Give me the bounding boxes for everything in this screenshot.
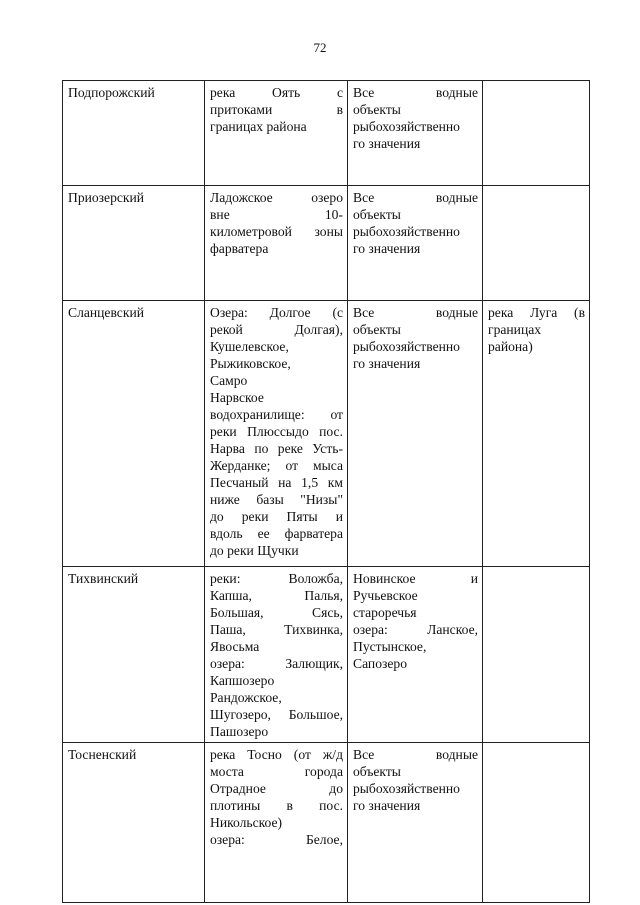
cell-line: Большая, Сясь, (210, 605, 343, 620)
cell-line: объекты (353, 207, 401, 222)
cell-line: до реки Щучки (210, 543, 299, 558)
additional-objects-cell (483, 81, 590, 186)
additional-objects-cell (483, 301, 590, 567)
cell-line: реки: Воложба, (210, 571, 343, 586)
cell-line: Сапозеро (353, 656, 407, 671)
water-bodies-cell (205, 743, 348, 903)
table-row (63, 743, 590, 903)
fishery-objects-cell (348, 743, 483, 903)
table-row (63, 567, 590, 743)
district-cell: Сланцевский (63, 301, 205, 567)
cell-line: Ручьевское (353, 588, 418, 603)
table-row (63, 186, 590, 301)
cell-line: Капшозеро (210, 673, 275, 688)
cell-line: Явосьма (210, 639, 260, 654)
water-bodies-cell (205, 186, 348, 301)
cell-line: водохранилище: от (210, 407, 343, 422)
table-row (63, 81, 590, 186)
cell-line: староречья (353, 605, 417, 620)
cell-line: го значения (353, 356, 421, 371)
cell-line: Самро (210, 373, 248, 388)
page-number: 72 (313, 40, 327, 55)
cell-line: Шугозеро, Большое, (210, 707, 343, 722)
cell-line: Озера: Долгое (с (210, 305, 343, 320)
cell-line: Никольское) (210, 815, 283, 830)
fishery-objects-cell (348, 301, 483, 567)
cell-line: Пашозеро (210, 724, 269, 739)
cell-line: Жерданке; от мыса (210, 458, 343, 473)
cell-line: Песчаный на 1,5 км (210, 475, 343, 490)
cell-line: Все водные (353, 190, 478, 205)
additional-objects-cell (483, 567, 590, 743)
water-bodies-cell (205, 301, 348, 567)
district-cell: Приозерский (63, 186, 205, 301)
cell-line: вдоль ее фарватера (210, 526, 343, 541)
district-cell: Тосненский (63, 743, 205, 903)
water-objects-table (62, 80, 590, 903)
district-cell: Подпорожский (63, 81, 205, 186)
cell-line: моста города (210, 764, 343, 779)
cell-line: Капша, Палья, (210, 588, 343, 603)
cell-line: до реки Пяты и (210, 509, 343, 524)
cell-line: Все водные (353, 747, 478, 762)
cell-line: плотины в пос. (210, 798, 343, 813)
cell-line: границах района (210, 119, 307, 134)
cell-line: Нарва по реке Усть- (210, 441, 343, 456)
cell-line: Новинское и (353, 571, 478, 586)
cell-line: Кушелевское, (210, 339, 289, 354)
cell-line: границах (488, 322, 542, 337)
cell-line: го значения (353, 136, 421, 151)
cell-line: река Оять с (210, 85, 343, 100)
cell-line: Паша, Тихвинка, (210, 622, 343, 637)
cell-line: района) (488, 339, 533, 354)
cell-line: Пустынское, (353, 639, 427, 654)
fishery-objects-cell (348, 567, 483, 743)
cell-line: Все водные (353, 305, 478, 320)
cell-line: рыбохозяйственно (353, 781, 460, 796)
cell-line: река Тосно (от ж/д (210, 747, 343, 762)
cell-line: рекой Долгая), (210, 322, 343, 337)
water-bodies-cell (205, 567, 348, 743)
cell-line: ниже базы "Низы" (210, 492, 343, 507)
additional-objects-cell (483, 743, 590, 903)
cell-line: рыбохозяйственно (353, 339, 460, 354)
cell-line: рыбохозяйственно (353, 119, 460, 134)
cell-line: реки Плюссыдо пос. (210, 424, 343, 439)
cell-line: объекты (353, 322, 401, 337)
cell-line: озера: Белое, (210, 832, 343, 847)
cell-line: Нарвское (210, 390, 264, 405)
table-row (63, 301, 590, 567)
cell-line: озера: Залющик, (210, 656, 343, 671)
cell-line: река Луга (в (488, 305, 585, 320)
cell-line: Рандожское, (210, 690, 282, 705)
cell-line: Все водные (353, 85, 478, 100)
cell-line: Отрадное до (210, 781, 343, 796)
additional-objects-cell (483, 186, 590, 301)
cell-line: фарватера (210, 241, 269, 256)
cell-line: Ладожское озеро (210, 190, 343, 205)
cell-line: притоками в (210, 102, 343, 117)
cell-line: километровой зоны (210, 224, 343, 239)
cell-line: объекты (353, 102, 401, 117)
cell-line: вне 10- (210, 207, 343, 222)
fishery-objects-cell (348, 186, 483, 301)
cell-line: рыбохозяйственно (353, 224, 460, 239)
fishery-objects-cell (348, 81, 483, 186)
district-cell: Тихвинский (63, 567, 205, 743)
cell-line: объекты (353, 764, 401, 779)
cell-line: Рыжиковское, (210, 356, 291, 371)
cell-line: озера: Ланское, (353, 622, 478, 637)
water-bodies-cell (205, 81, 348, 186)
cell-line: го значения (353, 798, 421, 813)
cell-line: го значения (353, 241, 421, 256)
